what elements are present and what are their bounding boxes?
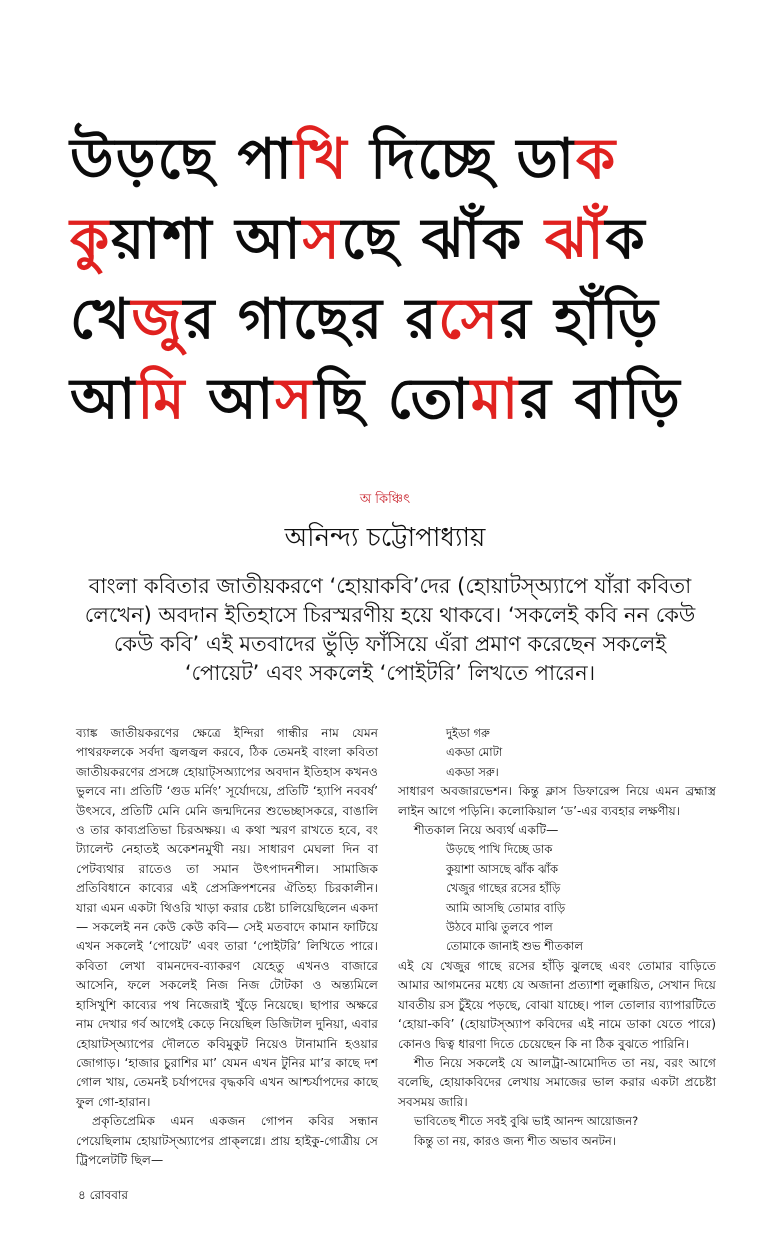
headline-accent-text: কু [70, 207, 112, 272]
poem-winter [398, 840, 716, 956]
poem-line: তোমাকে জানাই শুভ শীতকাল [446, 939, 583, 954]
headline-line [70, 280, 750, 360]
body-paragraph: শীতকাল নিয়ে অব্যর্থ একটি— [414, 823, 559, 838]
headline-text: র বাড়ি [520, 367, 682, 432]
headline-accent-text: ঝাঁ [544, 207, 606, 272]
lede-paragraph: বাংলা কবিতার জাতীয়করণে ‘হোয়াকবি’দের (হোয়াটস্‌অ্যাপে যাঁরা কবিতা লেখেন) অবদান ইতিহাসে চিরস্মরণীয় হয়ে থাকবে। ‘সকলেই কবি নন কেউ কেউ কবি’ এই মতবাদের ভুঁড়ি ফাঁসিয়ে এঁরা প্রমাণ করেছেন সকলেই ‘পোয়েট’ এবং সকলেই ‘পোইটরি’ লিখতে পারেন। [84, 574, 696, 685]
poem-line: কুয়াশা আসছে ঝাঁক ঝাঁক [446, 861, 559, 876]
poem-line: আমি আসছি তোমার বাড়ি [446, 900, 566, 915]
headline-accent-text: জু [131, 287, 184, 352]
headline-text: র হাঁড়ি [499, 287, 660, 352]
author-name: অনিন্দ্য চট্টোপাধ্যায় [284, 523, 486, 553]
headline-text: ছে ঝাঁক [341, 207, 545, 272]
headline-accent-text: স [302, 207, 342, 272]
headline-text: দিচ্ছে ডা [348, 127, 576, 192]
column-kicker: অ কিঞ্চিৎ [359, 492, 411, 507]
poem-line: একডা সরু। [446, 764, 499, 779]
headline-text: য়াশা আ [111, 207, 303, 272]
body-column-left [76, 724, 378, 1170]
poem-hardship [398, 1112, 716, 1151]
headline-line [70, 120, 750, 200]
headline-accent-text: স [275, 367, 315, 432]
headline-accent-text: মি [137, 367, 187, 432]
body-paragraph: শীত নিয়ে সকলেই যে আলট্রা-আমোদিত তা নয়, বরং আগে বলেছি, হোয়াকবিদের লেখায় সমাজের ভাল করার একটা প্রচেষ্টা সবসময় জারি। [398, 1055, 716, 1109]
body-columns [0, 724, 770, 1170]
headline-text: খে [70, 287, 132, 352]
headline-text: উড়ছে পা [70, 127, 294, 192]
headline-text: আ [70, 367, 138, 432]
poem-cow [398, 724, 716, 782]
headline-accent-text: খি [293, 127, 349, 192]
body-paragraph: সাধারণ অবজারভেশন। কিন্তু ক্লাস ডিফারেন্স নিয়ে এমন ব্রহ্মাস্ত্র লাইন আগে পড়িনি। কলোকিয়াল ‘ড’-এর ব্যবহার লক্ষণীয়। [398, 784, 716, 818]
headline-text: ছি তো [314, 367, 471, 432]
headline-text: আ [186, 367, 276, 432]
headline-text: ক [605, 207, 647, 272]
headline-accent-text: মা [470, 367, 521, 432]
poem-line: ভাবিতেছ শীতে সবই বুঝি ভাই আনন্দ আয়োজন? [414, 1114, 639, 1129]
body-paragraph: এই যে খেজুর গাছে রসের হাঁড়ি ঝুলছে এবং তোমার বাড়িতে আমার আগমনের মধ্যে যে অজানা প্রত্যাশা লুক্কায়িত, সেখান দিয়ে যাবতীয় রস চুঁইয়ে পড়ছে, বোঝা যাচ্ছে। পাল তোলার ব্যাপারটিতে ‘হোয়া-কবি’ (হোয়াটস্‌অ্যাপ কবিদের এই নামে ডাকা যেতে পারে) কোনও দ্বিত্ব ধারণা দিতে চেয়েছেন কি না ঠিক বুঝতে পারিনি। [398, 958, 716, 1051]
poem-line: খেজুর গাছের রসের হাঁড়ি [446, 881, 561, 896]
headline-accent-text: সে [438, 287, 500, 352]
headline-text: র গাছের র [183, 287, 439, 352]
body-column-right [398, 724, 716, 1151]
body-paragraph: ব্যাঙ্ক জাতীয়করণের ক্ষেত্রে ইন্দিরা গান্ধীর নাম যেমন পাথরফলকে সর্বদা জ্বলজ্বল করবে, ঠিক তেমনই বাংলা কবিতা জাতীয়করণের প্রসঙ্গে হোয়াট্‌সঅ্যাপের অবদান ইতিহাস কখনও ভুলবে না। প্রতিটি ‘গুড মর্নিং’ সূর্যোদয়ে, প্রতিটি ‘হ্যাপি নববর্ষ’ উৎসবে, প্রতিটি মেনি মেনি জন্মদিনের শুভেচ্ছাসকরে, বাঙালি ও তার কাব্যপ্রতিভা চিরঅক্ষয়। এ কথা স্মরণ রাখতে হবে, বং ট্যালেন্ট নেহাতই অকেশনমুখী নয়। সাধারণ মেঘলা দিন বা পেটব্যথার রাতেও তা সমান উৎপাদনশীল। সামাজিক প্রতিবিধানে কাব্যের এই প্রেসক্রিপশনের ঐতিহ্য চিরকালীন। যারা এমন একটা থিওরি খাড়া করার চেষ্টা চালিয়েছিলেন একদা— সকলেই নন কেউ কেউ কবি— সেই মতবাদে কামান ফাটিয়ে এখন সকলেই ‘পোয়েট’ এবং তারা ‘পোইটরি’ লিখিতে পারে। কবিতা লেখা বামনদেব-ব্যাকরণ যেহেতু এখনও বাজারে আসেনি, ফলে সকলেই নিজ নিজ টোটকা ও অন্ত্যমিলে হাসিখুশি কাব্যের পথ নিজেরাই খুঁড়ে নিয়েছে। ছাপার অক্ষরে নাম দেখার গর্ব আগেই কেড়ে নিয়েছিল ডিজিটাল দুনিয়া, এবার হোয়াটস্‌অ্যাপের দৌলতে কবিমুকুট নিয়েও টানামানি হওয়ার জোগাড়। ‘হাজার চুরাশির মা’ যেমন এখন টুনির মা’র কাছে দশ গোল খায়, তেমনই চর্যাপদের বৃদ্ধকবি এখন আশ্চর্যাপদের কাছে ফুল গো-হারান। [76, 726, 378, 1109]
poem-line: উড়ছে পাখি দিচ্ছে ডাক [446, 842, 553, 857]
calligraphy-headline [70, 120, 750, 440]
poem-line: কিন্তু তা নয়, কারও জন্য শীত অভাব অনটন। [414, 1133, 616, 1148]
page-footer: ৪ রোববার [78, 1188, 128, 1203]
poem-line: একডা মোটা [446, 745, 503, 760]
headline-line [70, 200, 750, 280]
poem-line: উঠবে মাঝি তুলবে পাল [446, 920, 553, 935]
body-paragraph: প্রকৃতিপ্রেমিক এমন একজন গোপন কবির সন্ধান পেয়েছিলাম হোয়াটস্‌অ্যাপের প্রাক্‌লগ্নে। প্রায় হাইকু-গোত্রীয় সে ট্রিপলেটটি ছিল— [76, 1114, 378, 1167]
poem-line: দুইডা গরু [446, 726, 490, 740]
headline-accent-text: ক [576, 127, 618, 192]
headline-line [70, 360, 750, 440]
